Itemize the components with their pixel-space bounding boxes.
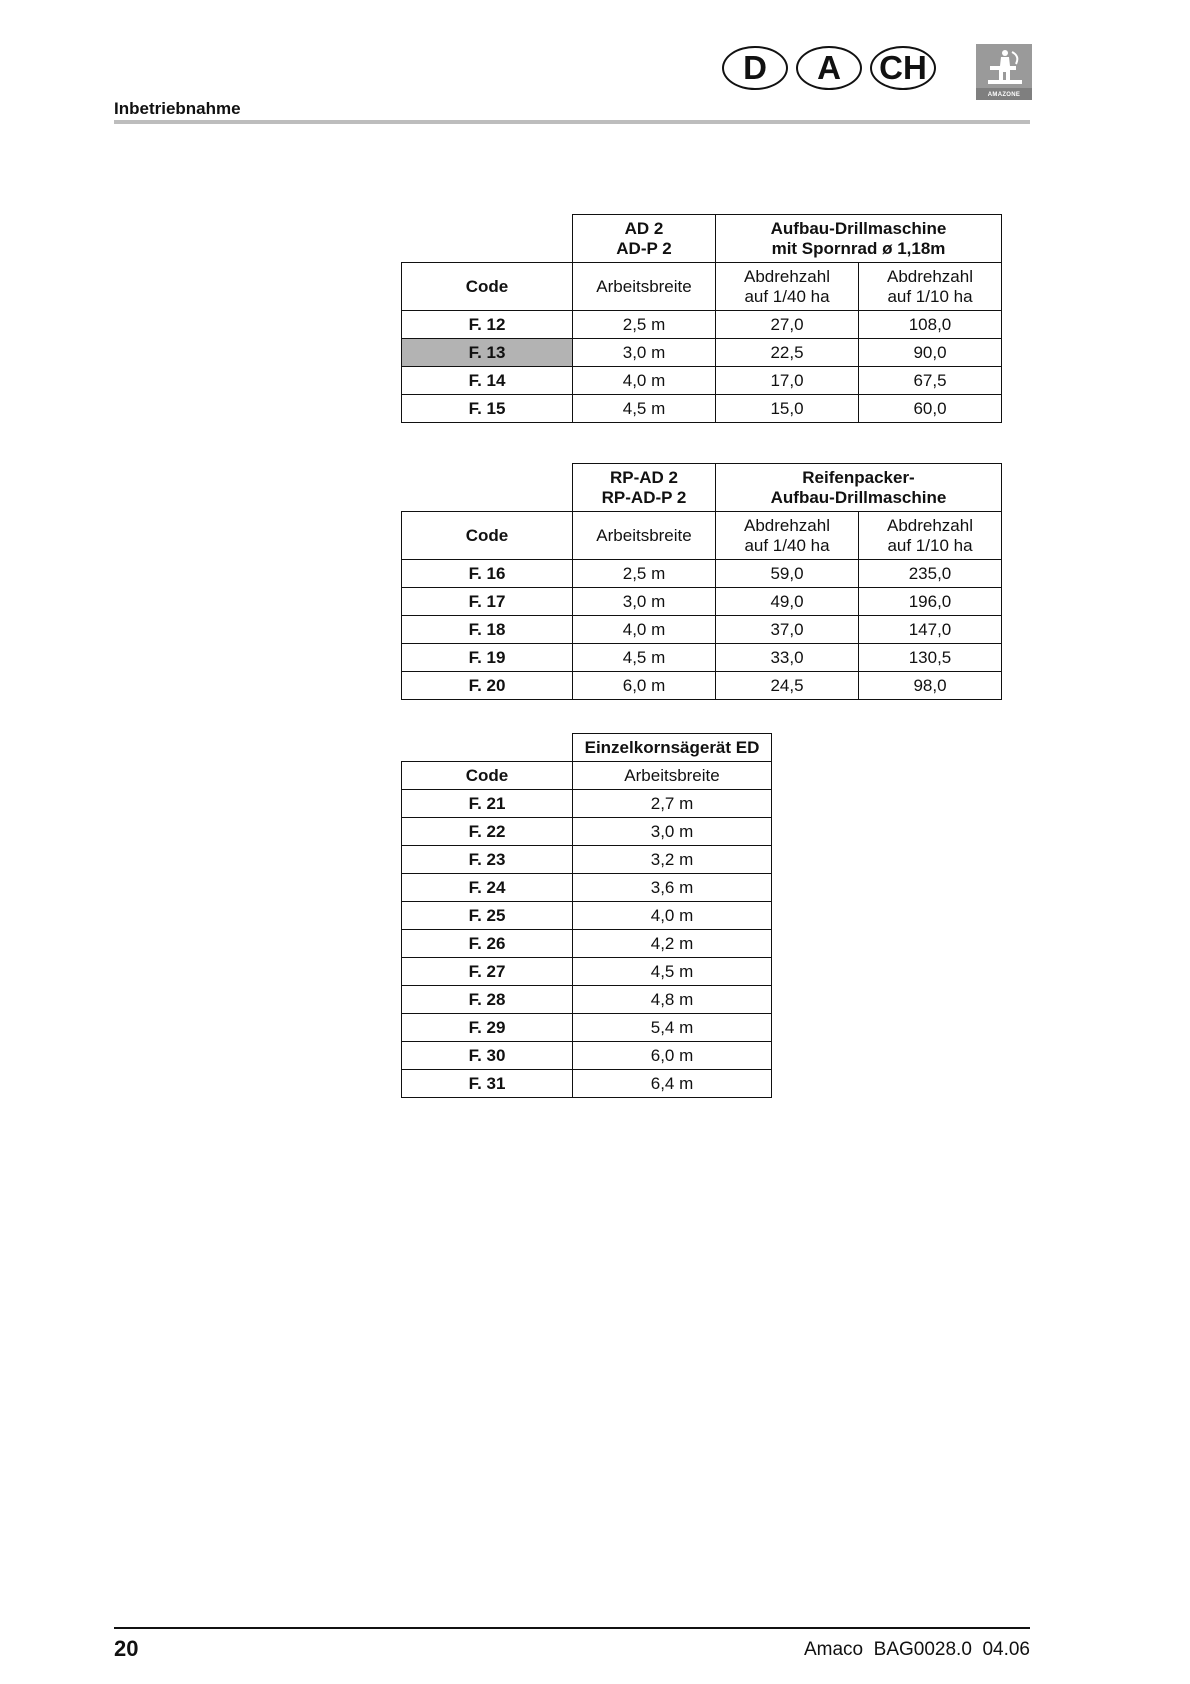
width-column-header: Arbeitsbreite [573,512,716,560]
width-cell: 4,5 m [573,395,716,423]
table-row [402,790,772,818]
section-title: Inbetriebnahme [114,99,241,118]
table-row [402,818,772,846]
width-cell: 2,5 m [573,560,716,588]
table-row [402,644,1002,672]
turns-40-cell: 27,0 [716,311,859,339]
table-row [402,846,772,874]
width-cell: 4,0 m [573,367,716,395]
table-row [402,930,772,958]
code-column-header: Code [402,762,573,790]
table-row [402,395,1002,423]
turns-10-column-header: Abdrehzahl auf 1/10 ha [859,512,1002,560]
turns-10-cell: 98,0 [859,672,1002,700]
width-cell: 4,0 m [573,616,716,644]
model-header: AD 2 AD-P 2 [573,215,716,263]
turns-40-cell: 33,0 [716,644,859,672]
footer-divider [114,1627,1030,1629]
turns-10-cell: 90,0 [859,339,1002,367]
width-cell: 4,5 m [573,958,772,986]
table-row [402,1014,772,1042]
code-cell: F. 17 [402,588,573,616]
code-cell: F. 23 [402,846,573,874]
width-cell: 2,7 m [573,790,772,818]
table-row [402,588,1002,616]
table-row-highlighted [402,339,1002,367]
model-header: RP-AD 2 RP-AD-P 2 [573,464,716,512]
table-row [402,367,1002,395]
code-cell: F. 26 [402,930,573,958]
turns-10-column-header: Abdrehzahl auf 1/10 ha [859,263,1002,311]
turns-40-cell: 59,0 [716,560,859,588]
turns-10-cell: 147,0 [859,616,1002,644]
turns-40-cell: 15,0 [716,395,859,423]
table-ad2 [401,214,1002,423]
width-cell: 6,0 m [573,672,716,700]
machine-header: Einzelkornsägerät ED [573,734,772,762]
code-cell: F. 29 [402,1014,573,1042]
turns-10-cell: 60,0 [859,395,1002,423]
width-cell: 6,4 m [573,1070,772,1098]
turns-10-cell: 196,0 [859,588,1002,616]
code-cell: F. 28 [402,986,573,1014]
code-cell: F. 14 [402,367,573,395]
code-cell: F. 20 [402,672,573,700]
width-cell: 3,2 m [573,846,772,874]
width-column-header: Arbeitsbreite [573,263,716,311]
code-cell: F. 27 [402,958,573,986]
table-row [402,616,1002,644]
width-cell: 4,5 m [573,644,716,672]
code-cell: F. 21 [402,790,573,818]
table-ed [401,733,772,1098]
country-badge-a: A [796,46,862,90]
amazone-logo [976,44,1032,100]
turns-10-cell: 67,5 [859,367,1002,395]
code-cell: F. 15 [402,395,573,423]
page-number: 20 [114,1636,139,1661]
code-cell: F. 12 [402,311,573,339]
turns-10-cell: 108,0 [859,311,1002,339]
code-cell: F. 18 [402,616,573,644]
width-cell: 3,0 m [573,818,772,846]
code-column-header: Code [402,263,573,311]
width-cell: 4,8 m [573,986,772,1014]
width-cell: 5,4 m [573,1014,772,1042]
width-cell: 4,0 m [573,902,772,930]
turns-10-cell: 235,0 [859,560,1002,588]
code-cell: F. 30 [402,1042,573,1070]
code-cell: F. 25 [402,902,573,930]
turns-40-cell: 37,0 [716,616,859,644]
width-column-header: Arbeitsbreite [573,762,772,790]
turns-40-cell: 49,0 [716,588,859,616]
width-cell: 3,6 m [573,874,772,902]
code-cell: F. 24 [402,874,573,902]
table-row [402,672,1002,700]
width-cell: 3,0 m [573,339,716,367]
turns-40-column-header: Abdrehzahl auf 1/40 ha [716,512,859,560]
table-row [402,311,1002,339]
turns-10-cell: 130,5 [859,644,1002,672]
machine-header: Aufbau-Drillmaschine mit Spornrad ø 1,18m [716,215,1002,263]
table-row [402,1070,772,1098]
machine-header: Reifenpacker- Aufbau-Drillmaschine [716,464,1002,512]
code-cell: F. 16 [402,560,573,588]
table-row [402,958,772,986]
width-cell: 3,0 m [573,588,716,616]
code-cell: F. 22 [402,818,573,846]
code-cell: F. 19 [402,644,573,672]
width-cell: 4,2 m [573,930,772,958]
table-row [402,560,1002,588]
width-cell: 6,0 m [573,1042,772,1070]
country-badges [722,46,936,90]
turns-40-cell: 17,0 [716,367,859,395]
logo-text: AMAZONE [987,92,1021,98]
turns-40-column-header: Abdrehzahl auf 1/40 ha [716,263,859,311]
header-divider [114,120,1030,124]
blank-cell [402,215,573,263]
document-reference: Amaco BAG0028.0 04.06 [803,1639,1030,1660]
table-row [402,986,772,1014]
country-badge-ch: CH [870,46,936,90]
width-cell: 2,5 m [573,311,716,339]
code-cell: F. 31 [402,1070,573,1098]
table-rp-ad2 [401,463,1002,700]
blank-cell [402,464,573,512]
table-row [402,1042,772,1070]
code-column-header: Code [402,512,573,560]
country-badge-d: D [722,46,788,90]
turns-40-cell: 24,5 [716,672,859,700]
code-cell-highlighted: F. 13 [402,339,573,367]
blank-cell [402,734,573,762]
turns-40-cell: 22,5 [716,339,859,367]
table-row [402,902,772,930]
table-row [402,874,772,902]
